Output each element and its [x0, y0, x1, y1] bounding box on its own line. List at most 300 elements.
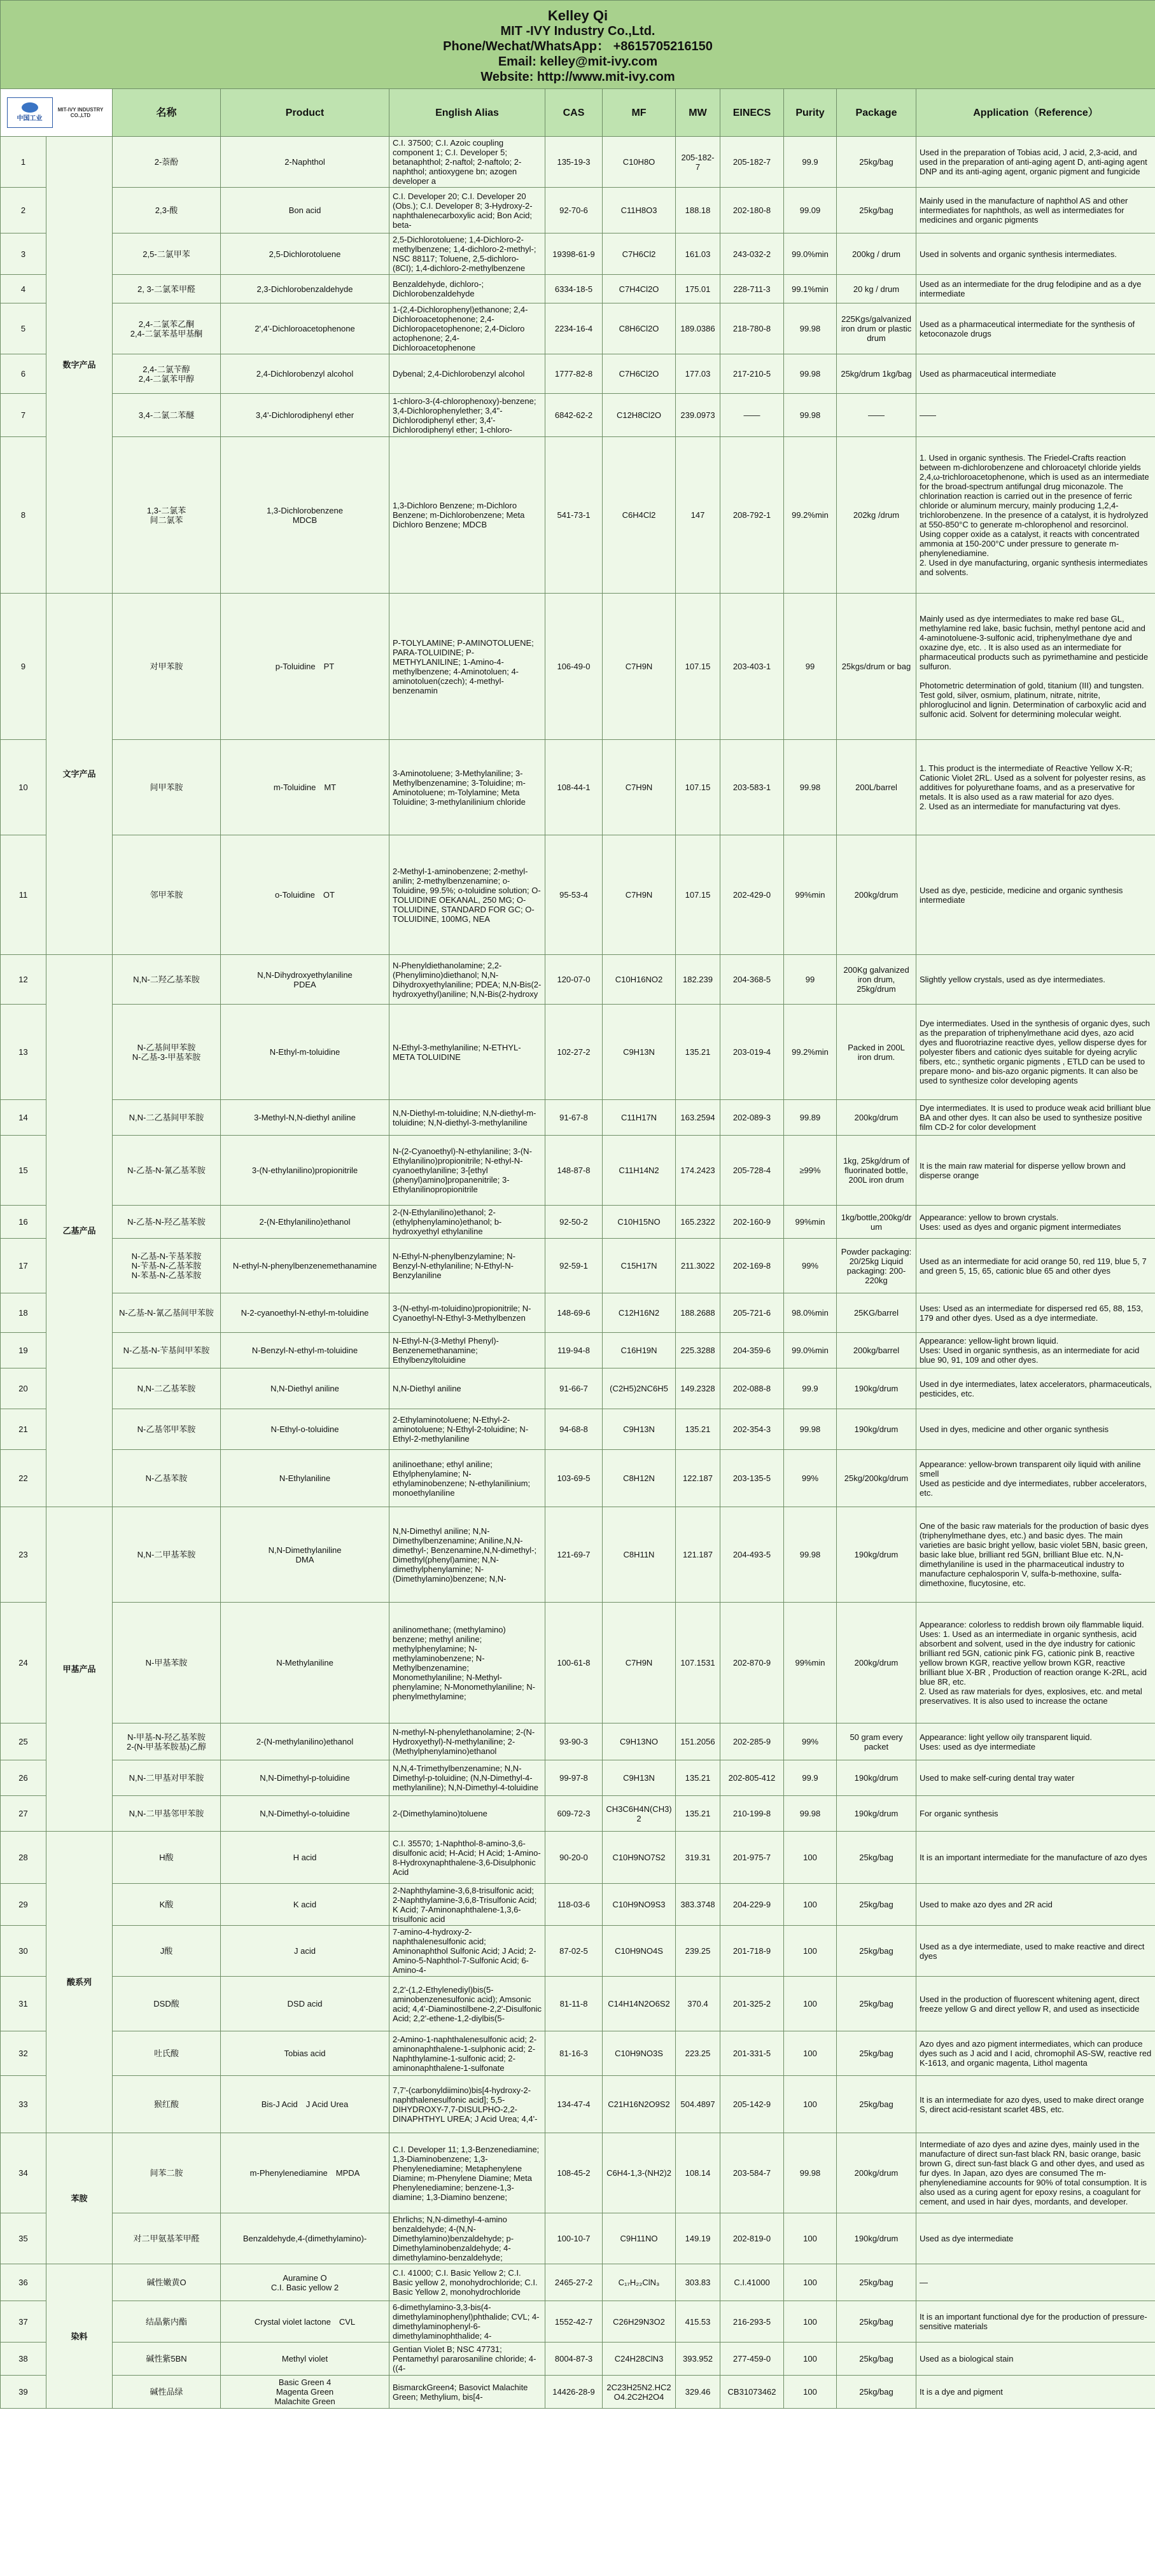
purity: 100 [784, 2376, 837, 2409]
cas-number: 108-44-1 [545, 740, 603, 835]
table-row [1, 2031, 1155, 2076]
cas-number: 108-45-2 [545, 2133, 603, 2213]
application: Used as an intermediate for acid orange 50, red 119, blue 5, 7 and green 5, 15, 65, cationic blue 65 and other dyes [916, 1239, 1155, 1293]
table-row [1, 2264, 1155, 2301]
product-name: 2,5-Dichlorotoluene [221, 233, 389, 275]
english-alias: C.I. 37500; C.I. Azoic coupling component 1; C.I. Developer 5; betanaphthol; 2-naftol; 2-naftolo; 2-naphthol; antioxygene bn; azogen developer a [389, 137, 545, 188]
cn-name: N,N-二羟乙基苯胺 [113, 955, 221, 1005]
cn-name: N-乙基-N-氰乙基苯胺 [113, 1136, 221, 1206]
application: Appearance: yellow-brown transparent oily liquid with aniline smell Used as pesticide and dye intermediates, rubber accelerators, etc. [916, 1450, 1155, 1507]
table-row [1, 437, 1155, 594]
molecular-formula: C7H9N [603, 740, 676, 835]
molecular-weight: 415.53 [676, 2301, 720, 2343]
package: 25KG/barrel [837, 1293, 916, 1333]
cas-number: 91-66-7 [545, 1368, 603, 1409]
einecs-number: 216-293-5 [720, 2301, 784, 2343]
package: 25kg/bag [837, 2301, 916, 2343]
table-row [1, 1005, 1155, 1100]
package: 200kg/drum [837, 1603, 916, 1723]
category-label: 甲基产品 [46, 1507, 113, 1832]
package: 25kg/bag [837, 1832, 916, 1884]
col-header-cas: CAS [545, 89, 603, 137]
einecs-number: C.I.41000 [720, 2264, 784, 2301]
category-label: 酸系列 [46, 1832, 113, 2133]
table-row [1, 1723, 1155, 1760]
col-header-product: Product [221, 89, 389, 137]
cas-number: 609-72-3 [545, 1796, 603, 1832]
application: 1. This product is the intermediate of Reactive Yellow X-R; Cationic Violet 2RL. Used as a solvent for polyester resins, as additives for polyurethane foams, and as a preservative for metals. It is also used as a raw material for azo dyes. 2. Used as an intermediate for manufacturing vat dyes. [916, 740, 1155, 835]
english-alias: 2-Ethylaminotoluene; N-Ethyl-2-aminotoluene; N-Ethyl-2-toluidine; N-Ethyl-2-methylaniline [389, 1409, 545, 1450]
einecs-number: 205-142-9 [720, 2076, 784, 2133]
row-number: 24 [1, 1603, 46, 1723]
english-alias: anilinomethane; (methylamino) benzene; methyl aniline; methylphenylamine; N-methylaminobenzene; N-Methylbenzenamine; Monomethylaniline; N-Methyl-phenylamine; N-Monomethylaniline; N-phenylmethylamine; [389, 1603, 545, 1723]
application: —— [916, 394, 1155, 437]
package: 202kg /drum [837, 437, 916, 594]
product-name: Bon acid [221, 188, 389, 233]
purity: 99%min [784, 1603, 837, 1723]
einecs-number: —— [720, 394, 784, 437]
english-alias: P-TOLYLAMINE; P-AMINOTOLUENE; PARA-TOLUIDINE; P-METHYLANILINE; 1-Amino-4-methylbenzene; 4-Aminotoluen; 4-aminotoluen(czech); 4-methyl-benzenamin [389, 594, 545, 740]
cas-number: 541-73-1 [545, 437, 603, 594]
product-name: m-Toluidine MT [221, 740, 389, 835]
molecular-formula: C10H8O [603, 137, 676, 188]
company-logo: 中国工业 [7, 97, 53, 128]
molecular-weight: 151.2056 [676, 1723, 720, 1760]
english-alias: N,N-Dimethyl aniline; N,N-Dimethylbenzenamine; Aniline,N,N-dimethyl-; Benzenamine,N,N-dimethyl-; Dimethyl(phenyl)amine; N,N-dimethylphenylamine; N-(Dimethylamino)benzene; N,N- [389, 1507, 545, 1603]
package: 25kg/bag [837, 1884, 916, 1926]
row-number: 29 [1, 1884, 46, 1926]
english-alias: C.I. Developer 20; C.I. Developer 20 (Obs.); C.I. Developer 8; 3-Hydroxy-2-naphthalenecarboxylic acid; Bon Acid; beta- [389, 188, 545, 233]
table-row [1, 1136, 1155, 1206]
einecs-number: 201-331-5 [720, 2031, 784, 2076]
einecs-number: 202-160-9 [720, 1206, 784, 1239]
cn-name: 2, 3-二氯苯甲醛 [113, 275, 221, 303]
table-row [1, 1603, 1155, 1723]
molecular-weight: 188.2688 [676, 1293, 720, 1333]
english-alias: Gentian Violet B; NSC 47731; Pentamethyl pararosaniline chloride; 4-((4- [389, 2343, 545, 2376]
molecular-formula: C15H17N [603, 1239, 676, 1293]
cas-number: 92-70-6 [545, 188, 603, 233]
english-alias: N,N-Diethyl-m-toluidine; N,N-diethyl-m-toluidine; N,N-diethyl-3-methylaniline [389, 1100, 545, 1136]
application: Used to make self-curing dental tray water [916, 1760, 1155, 1796]
row-number: 12 [1, 955, 46, 1005]
application: Appearance: light yellow oily transparent liquid. Uses: used as dye intermediate [916, 1723, 1155, 1760]
einecs-number: 201-718-9 [720, 1926, 784, 1977]
cas-number: 148-69-6 [545, 1293, 603, 1333]
row-number: 30 [1, 1926, 46, 1977]
package: 225Kgs/galvanized iron drum or plastic drum [837, 303, 916, 354]
row-number: 16 [1, 1206, 46, 1239]
molecular-formula: C24H28ClN3 [603, 2343, 676, 2376]
application: Used in the preparation of Tobias acid, J acid, 2,3-acid, and used in the preparation of anti-aging agent D, anti-aging agent DNP and its anti-aging agent, organic pigment and fungicide [916, 137, 1155, 188]
product-name: Auramine O C.I. Basic yellow 2 [221, 2264, 389, 2301]
molecular-formula: C12H16N2 [603, 1293, 676, 1333]
cn-name: 吐氏酸 [113, 2031, 221, 2076]
cn-name: N,N-二乙基间甲苯胺 [113, 1100, 221, 1136]
product-name: 3-Methyl-N,N-diethyl aniline [221, 1100, 389, 1136]
molecular-formula: C7H9N [603, 594, 676, 740]
cn-name: 2,4-二氯苄醇 2,4-二氯苯甲醇 [113, 354, 221, 394]
einecs-number: 203-135-5 [720, 1450, 784, 1507]
row-number: 9 [1, 594, 46, 740]
product-name: 2',4'-Dichloroacetophenone [221, 303, 389, 354]
logo-caption: MIT-IVY INDUSTRY CO.,LTD [57, 107, 104, 118]
purity: 100 [784, 1884, 837, 1926]
cn-name: N,N-二甲基对甲苯胺 [113, 1760, 221, 1796]
cas-number: 92-50-2 [545, 1206, 603, 1239]
package: 25kg/bag [837, 2343, 916, 2376]
einecs-number: 205-721-6 [720, 1293, 784, 1333]
package: 25kg/bag [837, 137, 916, 188]
cas-number: 1777-82-8 [545, 354, 603, 394]
purity: 99 [784, 955, 837, 1005]
molecular-formula: (C2H5)2NC6H5 [603, 1368, 676, 1409]
cn-name: N-乙基-N-苄基间甲苯胺 [113, 1333, 221, 1368]
product-name: K acid [221, 1884, 389, 1926]
row-number: 5 [1, 303, 46, 354]
contact-website: Website: http://www.mit-ivy.com [480, 70, 675, 84]
purity: 99.98 [784, 1507, 837, 1603]
einecs-number: 218-780-8 [720, 303, 784, 354]
application: It is an important intermediate for the manufacture of azo dyes [916, 1832, 1155, 1884]
molecular-formula: C21H16N2O9S2 [603, 2076, 676, 2133]
cn-name: N-乙基-N-氰乙基间甲苯胺 [113, 1293, 221, 1333]
molecular-weight: 135.21 [676, 1760, 720, 1796]
cn-name: N-甲基苯胺 [113, 1603, 221, 1723]
package: 1kg, 25kg/drum of fluorinated bottle, 200L iron drum [837, 1136, 916, 1206]
package: 200kg/drum [837, 2133, 916, 2213]
table-row [1, 1450, 1155, 1507]
cas-number: 120-07-0 [545, 955, 603, 1005]
package: 25kg/bag [837, 2031, 916, 2076]
application: Used as dye, pesticide, medicine and organic synthesis intermediate [916, 835, 1155, 955]
row-number: 18 [1, 1293, 46, 1333]
col-header-cn-name: 名称 [113, 89, 221, 137]
cn-name: N-甲基-N-羟乙基苯胺 2-(N-甲基苯胺基)乙醇 [113, 1723, 221, 1760]
molecular-weight: 225.3288 [676, 1333, 720, 1368]
molecular-weight: 189.0386 [676, 303, 720, 354]
package: 200Kg galvanized iron drum, 25kg/drum [837, 955, 916, 1005]
cn-name: 猴红酸 [113, 2076, 221, 2133]
einecs-number: 208-792-1 [720, 437, 784, 594]
molecular-weight: 329.46 [676, 2376, 720, 2409]
product-name: N-ethyl-N-phenylbenzenemethanamine [221, 1239, 389, 1293]
english-alias: 2-(N-Ethylanilino)ethanol; 2-(ethylphenylamino)ethanol; b-hydroxyethyl ethylaniline [389, 1206, 545, 1239]
purity: 100 [784, 2076, 837, 2133]
english-alias: N-Phenyldiethanolamine; 2,2-(Phenylimino)diethanol; N,N-Dihydroxyethylaniline; PDEA; N,N-Bis(2-hydroxyethyl)aniline; N,N-Bis(2-hydroxy [389, 955, 545, 1005]
english-alias: N,N,4-Trimethylbenzenamine; N,N-Dimethyl-p-toluidine; (N,N-Dimethyl-4-methylaniline); N,N-Dimethyl-4-toluidine [389, 1760, 545, 1796]
application: For organic synthesis [916, 1796, 1155, 1832]
purity: 100 [784, 2031, 837, 2076]
molecular-weight: 135.21 [676, 1796, 720, 1832]
purity: 99%min [784, 1206, 837, 1239]
cas-number: 106-49-0 [545, 594, 603, 740]
einecs-number: 202-354-3 [720, 1409, 784, 1450]
cn-name: N-乙基间甲苯胺 N-乙基-3-甲基苯胺 [113, 1005, 221, 1100]
row-number: 32 [1, 2031, 46, 2076]
product-name: DSD acid [221, 1977, 389, 2031]
package: 25kg/200kg/drum [837, 1450, 916, 1507]
row-number: 33 [1, 2076, 46, 2133]
package: 190kg/drum [837, 1796, 916, 1832]
molecular-weight: 161.03 [676, 233, 720, 275]
molecular-formula: C9H11NO [603, 2213, 676, 2264]
row-number: 2 [1, 188, 46, 233]
package: 25kg/bag [837, 1977, 916, 2031]
row-number: 20 [1, 1368, 46, 1409]
application: Appearance: yellow-light brown liquid. Uses: Used in organic synthesis, as an intermediate for acid blue 90, 91, 109 and other dyes. [916, 1333, 1155, 1368]
cas-number: 8004-87-3 [545, 2343, 603, 2376]
row-number: 34 [1, 2133, 46, 2213]
package: 25kg/drum 1kg/bag [837, 354, 916, 394]
molecular-formula: C10H9NO7S2 [603, 1832, 676, 1884]
product-name: Crystal violet lactone CVL [221, 2301, 389, 2343]
product-name: H acid [221, 1832, 389, 1884]
package: 200kg/barrel [837, 1333, 916, 1368]
molecular-weight: 383.3748 [676, 1884, 720, 1926]
product-name: Tobias acid [221, 2031, 389, 2076]
purity: 99%min [784, 835, 837, 955]
row-number: 23 [1, 1507, 46, 1603]
application: One of the basic raw materials for the production of basic dyes (triphenylmethane dyes, etc.) and basic dyes. The main varieties are basic bright yellow, basic violet 5BN, basic green, basic lake blue, brilliant red 5GN, brilliant Blue etc. N,N-dimethylaniline is used in the pharmaceutical industry to manufacture cephalosporin V, sulfa-b-methoxine, sulfa-dimethoxine, flucytosine, etc. [916, 1507, 1155, 1603]
english-alias: 7,7'-(carbonyldiimino)bis[4-hydroxy-2-naphthalenesulfonic acid]; 5,5-DIHYDROXY-7,7-DISULPHO-2,2-DINAPHTHYL UREA; J Acid Urea; 4,4'- [389, 2076, 545, 2133]
product-name: m-Phenylenediamine MPDA [221, 2133, 389, 2213]
table-row [1, 1832, 1155, 1884]
english-alias: 6-dimethylamino-3,3-bis(4-dimethylaminophenyl)phthalide; CVL; 4-dimethylaminophenyl-6-dimethylaminophthalide; 4- [389, 2301, 545, 2343]
cas-number: 90-20-0 [545, 1832, 603, 1884]
molecular-formula: C11H14N2 [603, 1136, 676, 1206]
cn-name: 间苯二胺 [113, 2133, 221, 2213]
cn-name: 3,4-二氯二苯醚 [113, 394, 221, 437]
package: 200kg/drum [837, 1100, 916, 1136]
english-alias: anilinoethane; ethyl aniline; Ethylphenylamine; N-ethylaminobenzene; N-ethylanilinium; monoethylaniline [389, 1450, 545, 1507]
application: Used in dyes, medicine and other organic synthesis [916, 1409, 1155, 1450]
purity: 99.9 [784, 1368, 837, 1409]
application: Used in solvents and organic synthesis intermediates. [916, 233, 1155, 275]
package: 200kg/drum [837, 835, 916, 955]
molecular-formula: C7H4Cl2O [603, 275, 676, 303]
application: 1. Used in organic synthesis. The Friedel-Crafts reaction between m-dichlorobenzene and chloroacetyl chloride yields 2,4,ω-trichloroacetophenone, which is used as an intermediate for the broad-spectrum antifungal drug miconazole. The chlorination reaction is carried out in the presence of ferric chloride or aluminum mercury, mainly producing 1,2,4-trichlorobenzene. In the presence of a catalyst, it is hydrolyzed at 550-850°C to generate m-chlorophenol and resorcinol. Using copper oxide as a catalyst, it reacts with concentrated ammonia at 150-200°C under pressure to generate m-phenylenediamine. 2. Used in dye manufacturing, organic synthesis intermediates and solvents. [916, 437, 1155, 594]
cas-number: 134-47-4 [545, 2076, 603, 2133]
einecs-number: 202-180-8 [720, 188, 784, 233]
purity: 99.98 [784, 2133, 837, 2213]
english-alias: 1-chloro-3-(4-chlorophenoxy)-benzene; 3,4-Dichlorophenylether; 3,4''-Dichlorodiphenyl ether; 3,4'-Dichlorodiphenyl ether; 1-chloro- [389, 394, 545, 437]
table-row [1, 394, 1155, 437]
product-name: Basic Green 4 Magenta Green Malachite Green [221, 2376, 389, 2409]
molecular-weight: 174.2423 [676, 1136, 720, 1206]
contact-phone: Phone/Wechat/WhatsApp： +8615705216150 [443, 39, 713, 53]
row-number: 39 [1, 2376, 46, 2409]
einecs-number: 202-429-0 [720, 835, 784, 955]
cn-name: J酸 [113, 1926, 221, 1977]
molecular-weight: 223.25 [676, 2031, 720, 2076]
package: 200kg / drum [837, 233, 916, 275]
package: 200L/barrel [837, 740, 916, 835]
col-header-mw: MW [676, 89, 720, 137]
molecular-weight: 188.18 [676, 188, 720, 233]
einecs-number: 202-285-9 [720, 1723, 784, 1760]
row-number: 11 [1, 835, 46, 955]
row-number: 21 [1, 1409, 46, 1450]
einecs-number: 203-584-7 [720, 2133, 784, 2213]
cas-number: 6842-62-2 [545, 394, 603, 437]
table-row [1, 955, 1155, 1005]
cas-number: 100-10-7 [545, 2213, 603, 2264]
english-alias: C.I. 35570; 1-Naphthol-8-amino-3,6-disulfonic acid; H-Acid; H Acid; 1-Amino-8-Hydroxynaphthalene-3,6-Disulphonic Acid [389, 1832, 545, 1884]
product-name: 2-Naphthol [221, 137, 389, 188]
globe-icon [22, 102, 38, 113]
cn-name: N,N-二甲基苯胺 [113, 1507, 221, 1603]
col-header-mf: MF [603, 89, 676, 137]
product-name: N-Benzyl-N-ethyl-m-toluidine [221, 1333, 389, 1368]
package: Packed in 200L iron drum. [837, 1005, 916, 1100]
english-alias: 2,5-Dichlorotoluene; 1,4-Dichloro-2-methylbenzene; 1,4-dichloro-2-methyl-; NSC 88117; Toluene, 2,5-dichloro- (8CI); 1,4-dichloro-2-methylbenzene [389, 233, 545, 275]
purity: 99 [784, 594, 837, 740]
table-row [1, 1239, 1155, 1293]
cas-number: 91-67-8 [545, 1100, 603, 1136]
row-number: 38 [1, 2343, 46, 2376]
header-banner-row [1, 1, 1155, 89]
cas-number: 14426-28-9 [545, 2376, 603, 2409]
package: 1kg/bottle,200kg/drum [837, 1206, 916, 1239]
package: Powder packaging: 20/25kg Liquid packaging: 200-220kg [837, 1239, 916, 1293]
contact-name: Kelley Qi [547, 8, 608, 24]
cn-name: 碱性紫5BN [113, 2343, 221, 2376]
table-row [1, 740, 1155, 835]
logo-cell [1, 89, 113, 137]
english-alias: Benzaldehyde, dichloro-; Dichlorobenzaldehyde [389, 275, 545, 303]
molecular-weight: 149.2328 [676, 1368, 720, 1409]
molecular-formula: C7H6Cl2 [603, 233, 676, 275]
table-row [1, 2343, 1155, 2376]
col-header-alias: English Alias [389, 89, 545, 137]
product-name: 2-(N-Ethylanilino)ethanol [221, 1206, 389, 1239]
molecular-formula: C6H4-1,3-(NH2)2 [603, 2133, 676, 2213]
product-name: Methyl violet [221, 2343, 389, 2376]
cn-name: 邻甲苯胺 [113, 835, 221, 955]
application: Used in the production of fluorescent whitening agent, direct freeze yellow G and direct yellow R, and used as insecticide [916, 1977, 1155, 2031]
purity: 99.9 [784, 1760, 837, 1796]
purity: 99.2%min [784, 1005, 837, 1100]
application: Intermediate of azo dyes and azine dyes, mainly used in the manufacture of direct sun-fast black RN, basic orange, basic brown G, direct sun-fast black G and other dyes, and used as fur dyes. In Japan, azo dyes are consumed The m-phenylenediamine accounts for 90% of total consumption. It is also used as a curing agent for epoxy resins, a coagulant for cement, and used in hair dyes, mordants, and developer. [916, 2133, 1155, 2213]
purity: 99.89 [784, 1100, 837, 1136]
molecular-weight: 135.21 [676, 1409, 720, 1450]
einecs-number: 202-169-8 [720, 1239, 784, 1293]
cas-number: 1552-42-7 [545, 2301, 603, 2343]
molecular-weight: 319.31 [676, 1832, 720, 1884]
molecular-formula: C26H29N3O2 [603, 2301, 676, 2343]
molecular-formula: C9H13N [603, 1005, 676, 1100]
einecs-number: 202-819-0 [720, 2213, 784, 2264]
application: Used as a biological stain [916, 2343, 1155, 2376]
english-alias: N-Ethyl-N-(3-Methyl Phenyl)-Benzenemethanamine; Ethylbenzyltoluidine [389, 1333, 545, 1368]
molecular-weight: 107.15 [676, 594, 720, 740]
einecs-number: 203-583-1 [720, 740, 784, 835]
category-label: 文字产品 [46, 594, 113, 955]
molecular-weight: 107.15 [676, 835, 720, 955]
application: It is an important functional dye for the production of pressure-sensitive materials [916, 2301, 1155, 2343]
molecular-weight: 239.0973 [676, 394, 720, 437]
row-number: 22 [1, 1450, 46, 1507]
purity: ≥99% [784, 1136, 837, 1206]
molecular-weight: 504.4897 [676, 2076, 720, 2133]
einecs-number: 202-805-412 [720, 1760, 784, 1796]
purity: 99.9 [784, 137, 837, 188]
einecs-number: 204-229-9 [720, 1884, 784, 1926]
package: 25kg/bag [837, 2264, 916, 2301]
cn-name: 间甲苯胺 [113, 740, 221, 835]
molecular-formula: C9H13N [603, 1760, 676, 1796]
cas-number: 95-53-4 [545, 835, 603, 955]
einecs-number: 277-459-0 [720, 2343, 784, 2376]
molecular-weight: 303.83 [676, 2264, 720, 2301]
table-row [1, 275, 1155, 303]
einecs-number: 202-089-3 [720, 1100, 784, 1136]
table-row [1, 1977, 1155, 2031]
molecular-formula: C₁₇H₂₂ClN₃ [603, 2264, 676, 2301]
category-label: 染料 [46, 2264, 113, 2409]
col-header-application: Application（Reference） [916, 89, 1155, 137]
cn-name: N-乙基苯胺 [113, 1450, 221, 1507]
application: It is an intermediate for azo dyes, used to make direct orange S, direct acid-resistant scarlet 4BS, etc. [916, 2076, 1155, 2133]
table-row [1, 2301, 1155, 2343]
cas-number: 102-27-2 [545, 1005, 603, 1100]
row-number: 4 [1, 275, 46, 303]
cn-name: 1,3-二氯苯 间二氯苯 [113, 437, 221, 594]
product-name: 2-(N-methylanilino)ethanol [221, 1723, 389, 1760]
application: Appearance: yellow to brown crystals. Uses: used as dyes and organic pigment intermediates [916, 1206, 1155, 1239]
cas-number: 6334-18-5 [545, 275, 603, 303]
application: Azo dyes and azo pigment intermediates, which can produce dyes such as J acid and I acid, chromophil AS-SW, reactive red K-1613, and organic magenta, Lithol magenta [916, 2031, 1155, 2076]
application: — [916, 2264, 1155, 2301]
purity: 99% [784, 1723, 837, 1760]
product-name: N,N-Dihydroxyethylaniline PDEA [221, 955, 389, 1005]
molecular-formula: C10H9NO9S3 [603, 1884, 676, 1926]
purity: 99.98 [784, 740, 837, 835]
row-number: 37 [1, 2301, 46, 2343]
cn-name: N-乙基-N-羟乙基苯胺 [113, 1206, 221, 1239]
purity: 99.09 [784, 188, 837, 233]
cas-number: 19398-61-9 [545, 233, 603, 275]
einecs-number: 201-975-7 [720, 1832, 784, 1884]
cn-name: K酸 [113, 1884, 221, 1926]
english-alias: N-Ethyl-N-phenylbenzylamine; N-Benzyl-N-ethylaniline; N-Ethyl-N-Benzylaniline [389, 1239, 545, 1293]
cas-number: 81-11-8 [545, 1977, 603, 2031]
einecs-number: 243-032-2 [720, 233, 784, 275]
cas-number: 92-59-1 [545, 1239, 603, 1293]
molecular-weight: 165.2322 [676, 1206, 720, 1239]
cas-number: 93-90-3 [545, 1723, 603, 1760]
purity: 99.0%min [784, 1333, 837, 1368]
purity: 100 [784, 1832, 837, 1884]
table-row [1, 303, 1155, 354]
purity: 99% [784, 1239, 837, 1293]
application: Mainly used as dye intermediates to make red base GL, methylamine red lake, basic fuchsin, methyl pentone acid and 4-aminotoluene-3-sulfonic acid, triphenylmethane dye and oxazine dye, etc. . It is also used as an intermediate for pharmaceutical products such as pyrimethamine and pesticide sulfuron. Photometric determination of gold, titanium (III) and tungsten. Test gold, silver, osmium, platinum, nitrate, nitrite, phloroglucinol and lignin. Determination of carboxylic acid and sulfonic acid. Solvent for determining molecular weight. [916, 594, 1155, 740]
product-name: N-Ethyl-m-toluidine [221, 1005, 389, 1100]
purity: 100 [784, 2213, 837, 2264]
molecular-weight: 147 [676, 437, 720, 594]
cas-number: 2234-16-4 [545, 303, 603, 354]
application: Used as a dye intermediate, used to make reactive and direct dyes [916, 1926, 1155, 1977]
category-label: 数字产品 [46, 137, 113, 594]
purity: 100 [784, 1926, 837, 1977]
table-row [1, 354, 1155, 394]
category-label: 乙基产品 [46, 955, 113, 1507]
table-row [1, 1926, 1155, 1977]
molecular-formula: C14H14N2O6S2 [603, 1977, 676, 2031]
package: 190kg/drum [837, 2213, 916, 2264]
einecs-number: 204-368-5 [720, 955, 784, 1005]
